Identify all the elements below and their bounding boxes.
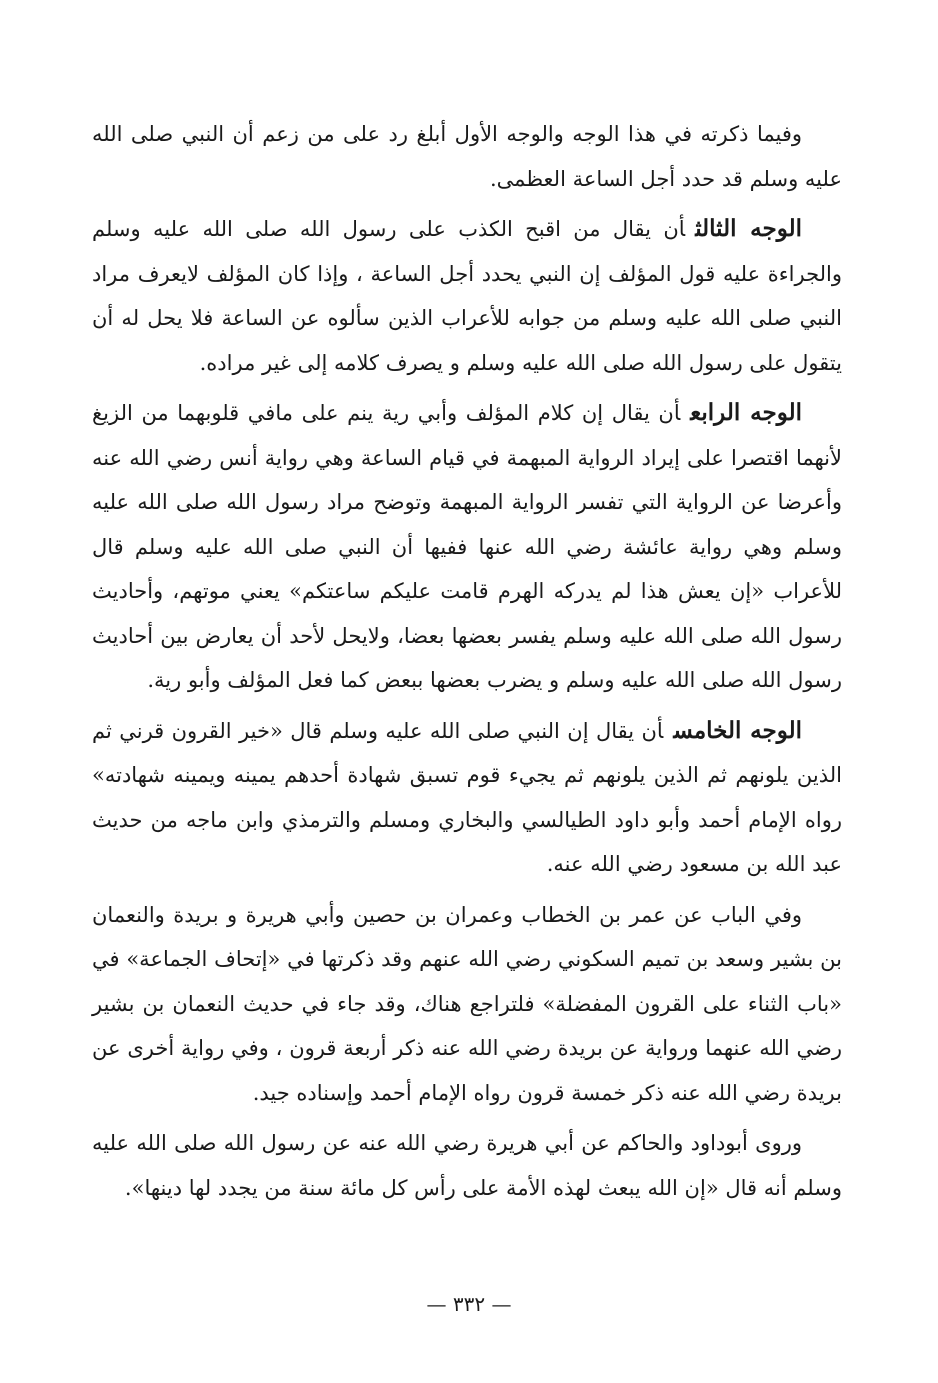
paragraph-3-text: أن يقال إن كلام المؤلف وأبي رية ينم على مافي قلوبهما من الزيغ لأنهما اقتصرا على إيراد الرواية المبهمة في قيام الساعة وهي رواية أنس رضي الله عنه وأعرضا عن الرواية التي تفسر الرواية المبهمة وتوضح مراد رسول الله صلى الله عليه وسلم وهي رواية عائشة رضي الله عنها ففيها أن النبي صلى الله عليه وسلم قال للأعراب «إن يعش هذا لم يدركه الهرم قامت عليكم ساعتكم» يعني موتهم، وأحاديث رسول الله صلى الله عليه وسلم يفسر بعضها بعضا، ولايحل لأحد أن يعارض بين أحاديث رسول الله صلى الله عليه وسلم و يضرب بعضها ببعض كما فعل المؤلف وأبو رية. bbox=[92, 401, 842, 692]
paragraph-3 bbox=[92, 391, 842, 703]
section-heading-third: الوجه الثالث bbox=[695, 215, 802, 242]
paragraph-1-text: وفيما ذكرته في هذا الوجه والوجه الأول أبلغ رد على من زعم أن النبي صلى الله عليه وسلم قد حدد أجل الساعة العظمى. bbox=[92, 122, 842, 191]
page-body bbox=[92, 112, 842, 1216]
paragraph-2-text: أن يقال من اقبح الكذب على رسول الله صلى الله عليه وسلم والجراءة عليه قول المؤلف إن النبي يحدد أجل الساعة ، وإذا كان المؤلف لايعرف مراد النبي صلى الله عليه وسلم من جوابه للأعراب الذين سألوه عن الساعة فلا يحل له أن يتقول على رسول الله صلى الله عليه وسلم و يصرف كلامه إلى غير مراده. bbox=[92, 217, 842, 375]
section-heading-fifth: الوجه الخامس bbox=[673, 716, 802, 744]
paragraph-6-text: وروى أبوداود والحاكم عن أبي هريرة رضي الله عنه عن رسول الله صلى الله عليه وسلم أنه قال «إن الله يبعث لهذه الأمة على رأس كل مائة سنة من يجدد لها دينها». bbox=[92, 1131, 842, 1200]
paragraph-5-text: وفي الباب عن عمر بن الخطاب وعمران بن حصين وأبي هريرة و بريدة والنعمان بن بشير وسعد بن تميم السكوني رضي الله عنهم وقد ذكرتها في «إتحاف الجماعة» في «باب الثناء على القرون المفضلة» فلتراجع هناك، وقد جاء في حديث النعمان بن بشير رضي الله عنهما ورواية عن بريدة رضي الله عنه ذكر أربعة قرون ، وفي رواية أخرى عن بريدة رضي الله عنه ذكر خمسة قرون رواه الإمام أحمد وإسناده جيد. bbox=[92, 902, 842, 1105]
paragraph-5 bbox=[92, 893, 842, 1116]
paragraph-4-text: أن يقال إن النبي صلى الله عليه وسلم قال «خير القرون قرني ثم الذين يلونهم ثم الذين يلونهم ثم يجيء قوم تسبق شهادة أحدهم يمينه ويمينه شهادته» رواه الإمام أحمد وأبو داود الطيالسي والبخاري ومسلم والترمذي وابن ماجه من حديث عبد الله بن مسعود رضي الله عنه. bbox=[92, 718, 842, 876]
paragraph-4 bbox=[92, 709, 842, 887]
paragraph-6 bbox=[92, 1121, 842, 1210]
page-number: — ٣٣٢ — bbox=[426, 1292, 512, 1316]
paragraph-2 bbox=[92, 207, 842, 385]
paragraph-1 bbox=[92, 112, 842, 201]
section-heading-fourth: الوجه الرابع bbox=[690, 399, 803, 426]
